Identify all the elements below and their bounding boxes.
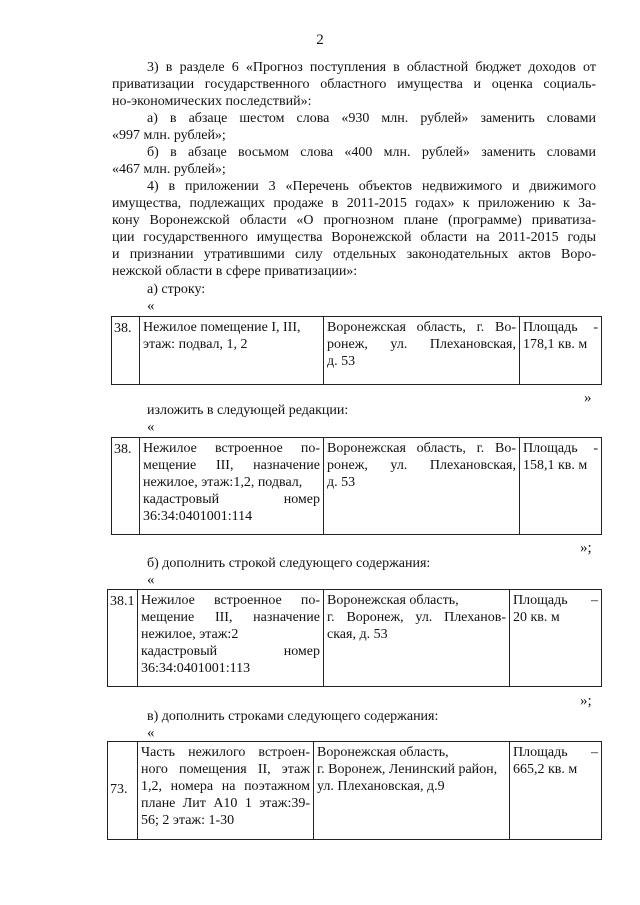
address-line: Воронежская область, (317, 745, 449, 760)
quote-close: » (584, 390, 592, 406)
table-row (112, 317, 602, 385)
object-cell (138, 590, 324, 687)
area-line: 665,2 кв. м (513, 762, 578, 777)
object-line: мещение III, назначение (141, 610, 320, 625)
instruction-line: б) дополнить строкой следующего содержания: (147, 556, 431, 571)
area-line: 20 кв. м (513, 610, 560, 625)
quote-open: « (147, 419, 155, 435)
quote-open: « (147, 572, 155, 588)
intro-line: б) в абзаце восьмом слова «400 млн. рублей» заменить словами (147, 145, 596, 160)
object-line: 36:34:0401001:113 (141, 661, 251, 676)
quote-close: »; (580, 540, 592, 556)
area-line: Площадь - (523, 441, 598, 456)
address-line: Воронежская область, г. Во- (327, 441, 516, 456)
address-line: ская, д. 53 (327, 627, 388, 642)
address-line: ронеж, ул. Плехановская, (327, 458, 516, 473)
quote-open: « (147, 725, 155, 741)
intro-line: «467 млн. рублей»; (112, 162, 226, 177)
table-row (108, 742, 602, 840)
object-line: мещение III, назначение (143, 458, 320, 473)
row-number: 73. (108, 742, 138, 840)
intro-line: а) строку: (147, 282, 206, 297)
object-cell (140, 317, 324, 385)
area-line: 178,1 кв. м (523, 337, 588, 352)
instruction-line: в) дополнить строками следующего содержания: (147, 709, 439, 724)
area-line: Площадь – (513, 745, 598, 760)
address-cell (314, 742, 510, 840)
intro-line: 3) в разделе 6 «Прогноз поступления в областной бюджет доходов от (147, 60, 596, 75)
address-line: Воронежская область, г. Во- (327, 320, 516, 335)
address-line: ронеж, ул. Плехановская, (327, 337, 516, 352)
page-number: 2 (316, 32, 324, 48)
intro-line: кону Воронежской области «О прогнозном плане (программе) приватиза- (112, 213, 596, 228)
area-cell (520, 438, 602, 535)
property-table (107, 741, 602, 840)
intro-line: но-экономических последствий»: (112, 94, 312, 109)
intro-line: нежской области в сфере приватизации»: (112, 264, 358, 279)
intro-line: 4) в приложении 3 «Перечень объектов недвижимого и движимого (147, 179, 596, 194)
object-line: ного помещения II, этаж (141, 762, 310, 777)
address-line: г. Воронеж, Ленинский район, (317, 762, 498, 777)
object-line: нежилое, этаж:2 (141, 627, 239, 642)
object-line: 36:34:0401001:114 (143, 509, 253, 524)
table-row (112, 438, 602, 535)
area-cell (520, 317, 602, 385)
address-line: Воронежская область, (327, 593, 459, 608)
address-cell (324, 438, 520, 535)
quote-close: »; (580, 693, 592, 709)
address-cell (324, 317, 520, 385)
intro-line: «997 млн. рублей»; (112, 128, 226, 143)
area-line: Площадь – (513, 593, 598, 608)
object-line: Часть нежилого встроен- (141, 745, 310, 760)
property-table (111, 316, 602, 385)
object-cell (140, 438, 324, 535)
object-line: Нежилое помещение I, III, (143, 320, 301, 335)
area-cell (510, 590, 602, 687)
row-number: 38. (112, 438, 140, 535)
row-number: 38.1 (108, 590, 138, 687)
property-table (111, 437, 602, 535)
address-line: д. 53 (327, 475, 356, 490)
intro-line: имущества, подлежащих продаже в 2011-2015 годах» к приложению к За- (112, 196, 596, 211)
object-line: этаж: подвал, 1, 2 (143, 337, 248, 352)
row-number: 38. (112, 317, 140, 385)
quote-open: « (147, 298, 155, 314)
intro-line: ции государственного имущества Воронежской области на 2011-2015 годы (112, 230, 596, 245)
object-line: кадастровый номер (143, 492, 320, 507)
area-line: Площадь - (523, 320, 598, 335)
property-table (107, 589, 602, 687)
address-line: г. Воронеж, ул. Плеханов- (327, 610, 506, 625)
object-line: Нежилое встроенное по- (141, 593, 320, 608)
address-line: ул. Плехановская, д.9 (317, 779, 445, 794)
area-line: 158,1 кв. м (523, 458, 588, 473)
table-row (108, 590, 602, 687)
intro-line: и признании утратившими силу отдельных законодательных актов Воро- (112, 247, 596, 262)
object-line: нежилое, этаж:1,2, подвал, (143, 475, 303, 490)
address-line: д. 53 (327, 354, 356, 369)
object-line: 1,2, номера на поэтажном (141, 779, 310, 794)
object-line: плане Лит А10 1 этаж:39- (141, 796, 310, 811)
object-cell (138, 742, 314, 840)
address-cell (324, 590, 510, 687)
object-line: кадастровый номер (141, 644, 320, 659)
area-cell (510, 742, 602, 840)
object-line: 56; 2 этаж: 1-30 (141, 813, 235, 828)
intro-line: а) в абзаце шестом слова «930 млн. рублей» заменить словами (147, 111, 596, 126)
intro-line: приватизации государственного областного имущества и оценка социаль- (112, 77, 596, 92)
object-line: Нежилое встроенное по- (143, 441, 320, 456)
instruction-line: изложить в следующей редакции: (147, 403, 349, 418)
